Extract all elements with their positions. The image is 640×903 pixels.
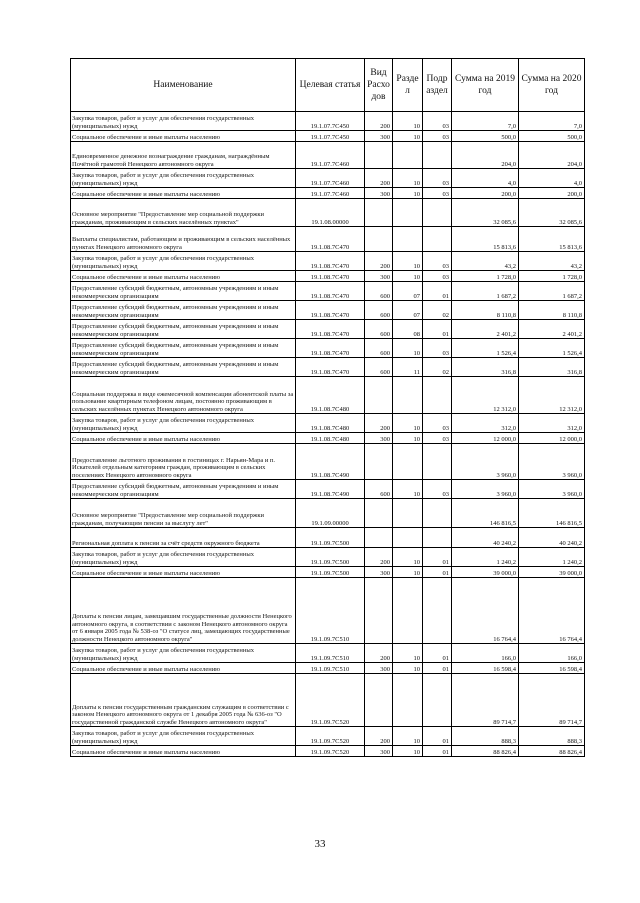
row-sum-2020-cell: 4,0 xyxy=(519,169,585,188)
table-row xyxy=(71,358,585,377)
table-row xyxy=(71,644,585,663)
row-sum-2020-cell: 89 714,7 xyxy=(519,674,585,727)
row-sum-2019-cell: 16 598,4 xyxy=(452,663,519,674)
row-name-cell: Предоставление субсидий бюджетным, автономным учреждениям и иным некоммерческим организациям xyxy=(71,320,296,339)
row-target-cell: 19.1.08.7С470 xyxy=(296,227,365,252)
row-section-cell: 10 xyxy=(393,188,423,199)
row-name-cell: Социальное обеспечение и иные выплаты населению xyxy=(71,746,296,757)
page-number: 33 xyxy=(314,838,326,850)
row-name-cell: Основное мероприятие "Предоставление мер социальной поддержки гражданам, получающим пенсии за выслугу лет" xyxy=(71,499,296,528)
row-name-cell: Социальное обеспечение и иные выплаты населению xyxy=(71,188,296,199)
row-sum-2019-cell: 146 816,5 xyxy=(452,499,519,528)
row-section-cell xyxy=(393,377,423,414)
row-section-cell: 08 xyxy=(393,320,423,339)
row-sum-2019-cell: 1 728,0 xyxy=(452,271,519,282)
row-sum-2019-cell: 15 813,6 xyxy=(452,227,519,252)
row-sum-2019-cell: 1 687,2 xyxy=(452,282,519,301)
row-sum-2019-cell: 12 312,0 xyxy=(452,377,519,414)
row-section-cell xyxy=(393,199,423,227)
row-sum-2020-cell: 43,2 xyxy=(519,252,585,271)
row-target-cell: 19.1.09.7С520 xyxy=(296,674,365,727)
row-subsection-cell xyxy=(423,674,452,727)
row-target-cell: 19.1.09.7С520 xyxy=(296,727,365,746)
row-name-cell: Основное мероприятие "Предоставление мер социальной поддержки гражданам, проживающим в сельских населённых пунктах" xyxy=(71,199,296,227)
row-section-cell: 10 xyxy=(393,131,423,142)
row-subsection-cell: 03 xyxy=(423,271,452,282)
row-sum-2020-cell: 888,3 xyxy=(519,727,585,746)
row-target-cell: 19.1.09.7С520 xyxy=(296,746,365,757)
row-target-cell: 19.1.08.7С470 xyxy=(296,320,365,339)
row-sum-2019-cell: 3 960,0 xyxy=(452,444,519,480)
table-row xyxy=(71,339,585,358)
row-type-cell: 600 xyxy=(365,320,393,339)
row-sum-2020-cell: 500,0 xyxy=(519,131,585,142)
row-section-cell: 10 xyxy=(393,746,423,757)
table-row xyxy=(71,188,585,199)
row-target-cell: 19.1.09.7С500 xyxy=(296,567,365,578)
row-name-cell: Социальное обеспечение и иные выплаты населению xyxy=(71,271,296,282)
table-row xyxy=(71,199,585,227)
row-sum-2019-cell: 200,0 xyxy=(452,188,519,199)
table-row xyxy=(71,142,585,169)
row-sum-2019-cell: 2 401,2 xyxy=(452,320,519,339)
row-sum-2020-cell: 146 816,5 xyxy=(519,499,585,528)
row-section-cell: 10 xyxy=(393,663,423,674)
header-target-article: Целевая статья xyxy=(296,59,365,112)
row-sum-2019-cell: 43,2 xyxy=(452,252,519,271)
row-type-cell: 600 xyxy=(365,358,393,377)
row-type-cell: 600 xyxy=(365,339,393,358)
table-row xyxy=(71,567,585,578)
row-section-cell: 10 xyxy=(393,548,423,567)
table-row xyxy=(71,282,585,301)
row-type-cell: 300 xyxy=(365,271,393,282)
row-subsection-cell: 03 xyxy=(423,131,452,142)
row-subsection-cell: 01 xyxy=(423,644,452,663)
row-sum-2020-cell: 200,0 xyxy=(519,188,585,199)
table-body xyxy=(71,112,585,757)
row-sum-2020-cell: 1 240,2 xyxy=(519,548,585,567)
row-target-cell: 19.1.07.7С460 xyxy=(296,169,365,188)
row-sum-2020-cell: 12 000,0 xyxy=(519,433,585,444)
row-sum-2020-cell: 3 960,0 xyxy=(519,444,585,480)
row-subsection-cell: 03 xyxy=(423,414,452,433)
table-row xyxy=(71,414,585,433)
row-name-cell: Социальное обеспечение и иные выплаты населению xyxy=(71,433,296,444)
row-subsection-cell: 01 xyxy=(423,663,452,674)
row-subsection-cell: 03 xyxy=(423,188,452,199)
row-target-cell: 19.1.08.7С470 xyxy=(296,271,365,282)
table-row xyxy=(71,271,585,282)
row-subsection-cell: 03 xyxy=(423,339,452,358)
row-sum-2020-cell: 2 401,2 xyxy=(519,320,585,339)
header-sum-2020: Сумма на 2020 год xyxy=(519,59,585,112)
row-type-cell xyxy=(365,528,393,548)
row-sum-2020-cell: 1 687,2 xyxy=(519,282,585,301)
row-name-cell: Социальное обеспечение и иные выплаты населению xyxy=(71,567,296,578)
row-subsection-cell xyxy=(423,578,452,644)
row-sum-2020-cell: 16 598,4 xyxy=(519,663,585,674)
row-sum-2019-cell: 4,0 xyxy=(452,169,519,188)
row-name-cell: Предоставление льготного проживания в гостиницах г. Нарьян-Мара и п. Искателей отдельным категориям граждан, проживающим в сельских поселениях Ненецкого автономного округа xyxy=(71,444,296,480)
row-target-cell: 19.1.09.00000 xyxy=(296,499,365,528)
table-row xyxy=(71,480,585,499)
row-target-cell: 19.1.09.7С510 xyxy=(296,644,365,663)
row-sum-2019-cell: 39 000,0 xyxy=(452,567,519,578)
row-sum-2020-cell: 12 312,0 xyxy=(519,377,585,414)
row-type-cell: 600 xyxy=(365,282,393,301)
table-row xyxy=(71,112,585,131)
row-section-cell xyxy=(393,578,423,644)
row-type-cell xyxy=(365,499,393,528)
row-sum-2020-cell: 166,0 xyxy=(519,644,585,663)
row-subsection-cell: 02 xyxy=(423,358,452,377)
row-target-cell: 19.1.08.7С470 xyxy=(296,282,365,301)
row-section-cell xyxy=(393,227,423,252)
row-sum-2020-cell: 1 526,4 xyxy=(519,339,585,358)
table-row xyxy=(71,663,585,674)
row-section-cell: 11 xyxy=(393,358,423,377)
row-sum-2019-cell: 40 240,2 xyxy=(452,528,519,548)
row-subsection-cell xyxy=(423,499,452,528)
row-subsection-cell: 01 xyxy=(423,548,452,567)
row-subsection-cell: 01 xyxy=(423,320,452,339)
row-sum-2020-cell: 39 000,0 xyxy=(519,567,585,578)
row-sum-2019-cell: 32 085,6 xyxy=(452,199,519,227)
header-expense-type: Вид Расхо дов xyxy=(365,59,393,112)
row-subsection-cell: 03 xyxy=(423,112,452,131)
row-subsection-cell: 01 xyxy=(423,567,452,578)
table-row xyxy=(71,499,585,528)
row-name-cell: Закупка товаров, работ и услуг для обеспечения государственных (муниципальных) нужд xyxy=(71,644,296,663)
row-name-cell: Доплаты к пенсии лицам, замещавшим государственные должности Ненецкого автономного округа, в соответствии с законом Ненецкого автономного округа от 6 января 2005 года № 538-оз "О статусе лиц, замещающих государственные должности Ненецкого автономного округа" xyxy=(71,578,296,644)
row-section-cell: 10 xyxy=(393,252,423,271)
header-sum-2019: Сумма на 2019 год xyxy=(452,59,519,112)
row-sum-2019-cell: 888,3 xyxy=(452,727,519,746)
row-name-cell: Региональная доплата к пенсии за счёт средств окружного бюджета xyxy=(71,528,296,548)
budget-table xyxy=(70,58,585,757)
row-type-cell: 200 xyxy=(365,548,393,567)
row-name-cell: Закупка товаров, работ и услуг для обеспечения государственных (муниципальных) нужд xyxy=(71,414,296,433)
row-type-cell: 200 xyxy=(365,727,393,746)
row-section-cell xyxy=(393,142,423,169)
row-section-cell: 10 xyxy=(393,169,423,188)
table-row xyxy=(71,444,585,480)
row-type-cell: 300 xyxy=(365,188,393,199)
row-type-cell: 600 xyxy=(365,480,393,499)
row-target-cell: 19.1.08.7С480 xyxy=(296,414,365,433)
row-target-cell: 19.1.09.7С510 xyxy=(296,663,365,674)
row-type-cell: 200 xyxy=(365,169,393,188)
row-sum-2020-cell: 3 960,0 xyxy=(519,480,585,499)
row-sum-2020-cell: 40 240,2 xyxy=(519,528,585,548)
row-type-cell xyxy=(365,227,393,252)
header-name: Наименование xyxy=(71,59,296,112)
row-section-cell: 10 xyxy=(393,644,423,663)
table-row xyxy=(71,377,585,414)
row-type-cell: 600 xyxy=(365,301,393,320)
row-subsection-cell xyxy=(423,199,452,227)
row-sum-2019-cell: 166,0 xyxy=(452,644,519,663)
row-sum-2019-cell: 7,0 xyxy=(452,112,519,131)
row-name-cell: Предоставление субсидий бюджетным, автономным учреждениям и иным некоммерческим организациям xyxy=(71,282,296,301)
row-subsection-cell: 02 xyxy=(423,301,452,320)
row-sum-2019-cell: 88 826,4 xyxy=(452,746,519,757)
row-section-cell xyxy=(393,528,423,548)
row-name-cell: Социальная поддержка в виде ежемесячной компенсации абонентской платы за пользование квартирным телефоном лицам, постоянно проживающим в сельских населённых пунктах Ненецкого автономного округа xyxy=(71,377,296,414)
row-type-cell: 200 xyxy=(365,644,393,663)
row-type-cell xyxy=(365,444,393,480)
row-type-cell xyxy=(365,199,393,227)
row-sum-2019-cell: 12 000,0 xyxy=(452,433,519,444)
row-target-cell: 19.1.08.7С470 xyxy=(296,252,365,271)
row-subsection-cell xyxy=(423,142,452,169)
table-row xyxy=(71,169,585,188)
row-sum-2020-cell: 7,0 xyxy=(519,112,585,131)
row-section-cell: 10 xyxy=(393,567,423,578)
table-row xyxy=(71,433,585,444)
row-sum-2019-cell: 89 714,7 xyxy=(452,674,519,727)
row-sum-2020-cell: 16 764,4 xyxy=(519,578,585,644)
header-subsection: Подр аздел xyxy=(423,59,452,112)
row-sum-2019-cell: 3 960,0 xyxy=(452,480,519,499)
row-sum-2019-cell: 316,8 xyxy=(452,358,519,377)
row-type-cell: 300 xyxy=(365,131,393,142)
row-type-cell: 200 xyxy=(365,252,393,271)
row-name-cell: Предоставление субсидий бюджетным, автономным учреждениям и иным некоммерческим организациям xyxy=(71,358,296,377)
row-section-cell: 10 xyxy=(393,433,423,444)
row-subsection-cell xyxy=(423,377,452,414)
row-sum-2020-cell: 32 085,6 xyxy=(519,199,585,227)
row-target-cell: 19.1.07.7С460 xyxy=(296,188,365,199)
table-row xyxy=(71,320,585,339)
row-subsection-cell xyxy=(423,528,452,548)
row-section-cell: 10 xyxy=(393,727,423,746)
row-type-cell xyxy=(365,578,393,644)
row-target-cell: 19.1.08.7С490 xyxy=(296,444,365,480)
row-name-cell: Закупка товаров, работ и услуг для обеспечения государственных (муниципальных) нужд xyxy=(71,727,296,746)
row-sum-2019-cell: 1 240,2 xyxy=(452,548,519,567)
row-section-cell xyxy=(393,499,423,528)
row-section-cell xyxy=(393,674,423,727)
row-section-cell: 10 xyxy=(393,414,423,433)
header-section: Разде л xyxy=(393,59,423,112)
row-name-cell: Закупка товаров, работ и услуг для обеспечения государственных (муниципальных) нужд xyxy=(71,112,296,131)
row-target-cell: 19.1.08.7С470 xyxy=(296,301,365,320)
row-subsection-cell: 03 xyxy=(423,169,452,188)
row-type-cell xyxy=(365,674,393,727)
row-section-cell: 10 xyxy=(393,112,423,131)
row-sum-2019-cell: 16 764,4 xyxy=(452,578,519,644)
row-subsection-cell: 03 xyxy=(423,252,452,271)
row-sum-2020-cell: 312,0 xyxy=(519,414,585,433)
row-name-cell: Предоставление субсидий бюджетным, автономным учреждениям и иным некоммерческим организациям xyxy=(71,480,296,499)
row-sum-2020-cell: 15 813,6 xyxy=(519,227,585,252)
row-type-cell: 300 xyxy=(365,663,393,674)
row-name-cell: Единовременное денежное вознаграждение гражданам, награждённым Почётной грамотой Ненецкого автономного округа xyxy=(71,142,296,169)
table-row xyxy=(71,578,585,644)
table-row xyxy=(71,528,585,548)
row-sum-2020-cell: 204,0 xyxy=(519,142,585,169)
row-target-cell: 19.1.09.7С500 xyxy=(296,528,365,548)
row-name-cell: Предоставление субсидий бюджетным, автономным учреждениям и иным некоммерческим организациям xyxy=(71,339,296,358)
table-row xyxy=(71,301,585,320)
row-section-cell xyxy=(393,444,423,480)
row-subsection-cell xyxy=(423,227,452,252)
row-target-cell: 19.1.08.7С480 xyxy=(296,377,365,414)
row-target-cell: 19.1.09.7С510 xyxy=(296,578,365,644)
row-section-cell: 10 xyxy=(393,480,423,499)
table-row xyxy=(71,727,585,746)
table-row xyxy=(71,252,585,271)
table-row xyxy=(71,746,585,757)
row-target-cell: 19.1.07.7С450 xyxy=(296,112,365,131)
row-subsection-cell: 01 xyxy=(423,282,452,301)
row-name-cell: Выплаты специалистам, работающим и проживающим в сельских населённых пунктах Ненецкого автономного округа xyxy=(71,227,296,252)
row-target-cell: 19.1.07.7С450 xyxy=(296,131,365,142)
row-type-cell xyxy=(365,377,393,414)
row-name-cell: Социальное обеспечение и иные выплаты населению xyxy=(71,131,296,142)
row-target-cell: 19.1.08.7С470 xyxy=(296,358,365,377)
row-name-cell: Закупка товаров, работ и услуг для обеспечения государственных (муниципальных) нужд xyxy=(71,548,296,567)
row-sum-2020-cell: 316,8 xyxy=(519,358,585,377)
row-target-cell: 19.1.08.00000 xyxy=(296,199,365,227)
row-type-cell: 200 xyxy=(365,112,393,131)
row-name-cell: Закупка товаров, работ и услуг для обеспечения государственных (муниципальных) нужд xyxy=(71,252,296,271)
row-type-cell xyxy=(365,142,393,169)
row-target-cell: 19.1.08.7С480 xyxy=(296,433,365,444)
table-header-row xyxy=(71,59,585,112)
row-type-cell: 300 xyxy=(365,567,393,578)
row-sum-2019-cell: 312,0 xyxy=(452,414,519,433)
row-target-cell: 19.1.07.7С460 xyxy=(296,142,365,169)
row-target-cell: 19.1.09.7С500 xyxy=(296,548,365,567)
row-type-cell: 300 xyxy=(365,433,393,444)
table-row xyxy=(71,227,585,252)
row-type-cell: 200 xyxy=(365,414,393,433)
row-sum-2020-cell: 8 110,8 xyxy=(519,301,585,320)
row-sum-2020-cell: 88 826,4 xyxy=(519,746,585,757)
row-sum-2019-cell: 1 526,4 xyxy=(452,339,519,358)
row-subsection-cell: 01 xyxy=(423,727,452,746)
row-sum-2019-cell: 204,0 xyxy=(452,142,519,169)
row-name-cell: Социальное обеспечение и иные выплаты населению xyxy=(71,663,296,674)
row-name-cell: Закупка товаров, работ и услуг для обеспечения государственных (муниципальных) нужд xyxy=(71,169,296,188)
row-name-cell: Доплаты к пенсии государственным гражданским служащим в соответствии с законом Ненецкого автономного округа от 1 декабря 2005 года № 636-оз "О государственной гражданской службе Ненецкого автономного округа" xyxy=(71,674,296,727)
row-subsection-cell xyxy=(423,444,452,480)
row-subsection-cell: 03 xyxy=(423,480,452,499)
table-row xyxy=(71,131,585,142)
row-subsection-cell: 03 xyxy=(423,433,452,444)
table-row xyxy=(71,548,585,567)
row-subsection-cell: 01 xyxy=(423,746,452,757)
row-section-cell: 10 xyxy=(393,339,423,358)
row-target-cell: 19.1.08.7С470 xyxy=(296,339,365,358)
row-section-cell: 07 xyxy=(393,301,423,320)
row-sum-2019-cell: 8 110,8 xyxy=(452,301,519,320)
row-target-cell: 19.1.08.7С490 xyxy=(296,480,365,499)
row-name-cell: Предоставление субсидий бюджетным, автономным учреждениям и иным некоммерческим организациям xyxy=(71,301,296,320)
row-section-cell: 07 xyxy=(393,282,423,301)
table-row xyxy=(71,674,585,727)
row-sum-2020-cell: 1 728,0 xyxy=(519,271,585,282)
row-sum-2019-cell: 500,0 xyxy=(452,131,519,142)
row-section-cell: 10 xyxy=(393,271,423,282)
row-type-cell: 300 xyxy=(365,746,393,757)
